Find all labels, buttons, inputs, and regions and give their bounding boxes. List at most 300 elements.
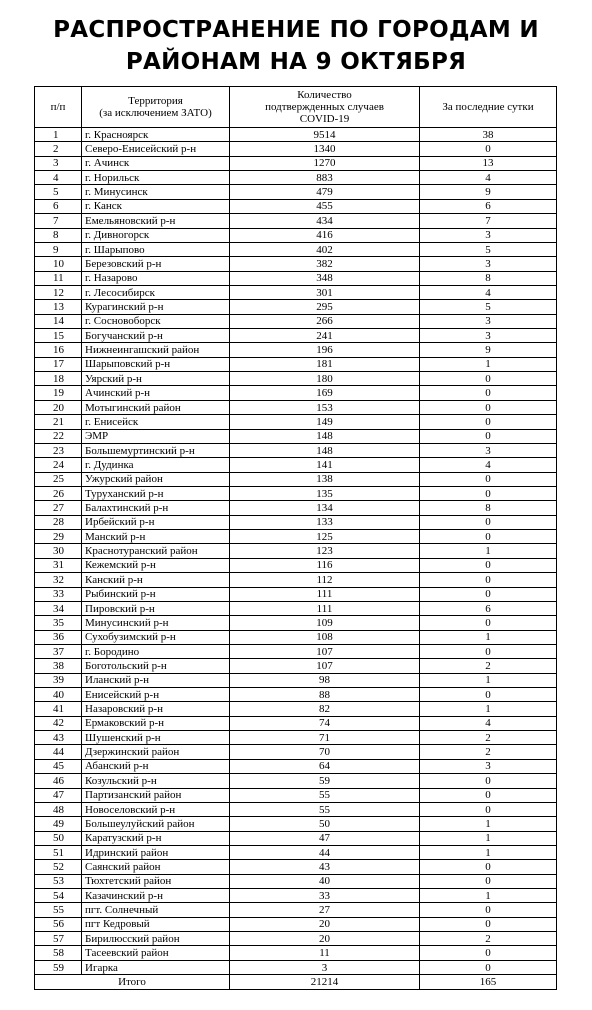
row-last-day: 0 — [420, 386, 557, 400]
row-num: 19 — [35, 386, 82, 400]
title-line-2: РАЙОНАМ НА 9 ОКТЯБРЯ — [125, 49, 467, 75]
row-last-day: 0 — [420, 917, 557, 931]
row-num: 20 — [35, 400, 82, 414]
row-territory: Уярский р-н — [82, 372, 230, 386]
row-territory: Березовский р-н — [82, 257, 230, 271]
row-num: 39 — [35, 673, 82, 687]
row-count: 3 — [230, 960, 420, 974]
row-num: 35 — [35, 616, 82, 630]
row-last-day: 9 — [420, 185, 557, 199]
row-last-day: 3 — [420, 443, 557, 457]
row-last-day: 1 — [420, 673, 557, 687]
row-num: 3 — [35, 156, 82, 170]
row-count: 111 — [230, 601, 420, 615]
row-count: 55 — [230, 788, 420, 802]
row-count: 108 — [230, 630, 420, 644]
row-num: 17 — [35, 357, 82, 371]
table-row — [35, 329, 557, 343]
row-num: 54 — [35, 889, 82, 903]
table-row — [35, 731, 557, 745]
row-last-day: 1 — [420, 544, 557, 558]
table-row — [35, 817, 557, 831]
row-count: 138 — [230, 472, 420, 486]
header-num: п/п — [35, 87, 82, 128]
row-count: 181 — [230, 357, 420, 371]
row-territory: Сухобузимский р-н — [82, 630, 230, 644]
row-last-day: 9 — [420, 343, 557, 357]
table-row — [35, 199, 557, 213]
table-row — [35, 587, 557, 601]
row-num: 21 — [35, 415, 82, 429]
row-num: 30 — [35, 544, 82, 558]
total-label: Итого — [35, 975, 230, 990]
row-count: 180 — [230, 372, 420, 386]
row-count: 1340 — [230, 142, 420, 156]
row-territory: Абанский р-н — [82, 759, 230, 773]
header-last-day: За последние сутки — [420, 87, 557, 128]
total-count: 21214 — [230, 975, 420, 990]
row-count: 64 — [230, 759, 420, 773]
row-last-day: 7 — [420, 214, 557, 228]
row-num: 12 — [35, 285, 82, 299]
table-row — [35, 573, 557, 587]
row-last-day: 0 — [420, 429, 557, 443]
table-row — [35, 745, 557, 759]
row-last-day: 0 — [420, 573, 557, 587]
table-row — [35, 530, 557, 544]
header-count-line1: Количество — [297, 89, 352, 101]
table-row — [35, 845, 557, 859]
table-row — [35, 400, 557, 414]
row-count: 148 — [230, 443, 420, 457]
table-row — [35, 601, 557, 615]
row-count: 434 — [230, 214, 420, 228]
row-territory: Енисейский р-н — [82, 688, 230, 702]
row-count: 88 — [230, 688, 420, 702]
table-row — [35, 486, 557, 500]
row-territory: г. Шарыпово — [82, 242, 230, 256]
row-count: 133 — [230, 515, 420, 529]
row-count: 135 — [230, 486, 420, 500]
row-num: 55 — [35, 903, 82, 917]
table-row — [35, 659, 557, 673]
table-row — [35, 673, 557, 687]
row-territory: г. Назарово — [82, 271, 230, 285]
row-num: 48 — [35, 802, 82, 816]
row-territory: Идринский район — [82, 845, 230, 859]
row-last-day: 38 — [420, 128, 557, 142]
row-count: 883 — [230, 171, 420, 185]
table-row — [35, 386, 557, 400]
row-territory: ЭМР — [82, 429, 230, 443]
row-count: 98 — [230, 673, 420, 687]
table-row — [35, 458, 557, 472]
row-num: 6 — [35, 199, 82, 213]
row-territory: г. Лесосибирск — [82, 285, 230, 299]
table-row — [35, 271, 557, 285]
row-territory: Большеулуйский район — [82, 817, 230, 831]
table-row — [35, 788, 557, 802]
row-count: 70 — [230, 745, 420, 759]
row-num: 59 — [35, 960, 82, 974]
row-count: 11 — [230, 946, 420, 960]
row-num: 53 — [35, 874, 82, 888]
row-num: 34 — [35, 601, 82, 615]
row-last-day: 2 — [420, 745, 557, 759]
row-num: 26 — [35, 486, 82, 500]
row-count: 71 — [230, 731, 420, 745]
row-last-day: 4 — [420, 285, 557, 299]
row-count: 348 — [230, 271, 420, 285]
table-row — [35, 702, 557, 716]
row-territory: г. Дивногорск — [82, 228, 230, 242]
covid-cases-table — [34, 86, 557, 990]
row-num: 15 — [35, 329, 82, 343]
row-territory: Шарыповский р-н — [82, 357, 230, 371]
row-num: 40 — [35, 688, 82, 702]
row-count: 149 — [230, 415, 420, 429]
row-num: 38 — [35, 659, 82, 673]
row-num: 2 — [35, 142, 82, 156]
row-last-day: 2 — [420, 659, 557, 673]
table-row — [35, 429, 557, 443]
row-territory: Партизанский район — [82, 788, 230, 802]
table-row — [35, 515, 557, 529]
row-count: 44 — [230, 845, 420, 859]
row-territory: Иланский р-н — [82, 673, 230, 687]
table-row — [35, 644, 557, 658]
row-num: 57 — [35, 932, 82, 946]
row-last-day: 0 — [420, 486, 557, 500]
row-last-day: 8 — [420, 271, 557, 285]
table-row — [35, 142, 557, 156]
row-last-day: 2 — [420, 932, 557, 946]
row-num: 4 — [35, 171, 82, 185]
row-num: 46 — [35, 774, 82, 788]
row-territory: Новоселовский р-н — [82, 802, 230, 816]
row-last-day: 3 — [420, 329, 557, 343]
row-count: 153 — [230, 400, 420, 414]
row-count: 416 — [230, 228, 420, 242]
row-count: 82 — [230, 702, 420, 716]
row-territory: Козульский р-н — [82, 774, 230, 788]
row-last-day: 3 — [420, 257, 557, 271]
row-count: 55 — [230, 802, 420, 816]
row-territory: Саянский район — [82, 860, 230, 874]
row-num: 49 — [35, 817, 82, 831]
row-count: 59 — [230, 774, 420, 788]
row-last-day: 0 — [420, 372, 557, 386]
row-num: 1 — [35, 128, 82, 142]
table-row — [35, 314, 557, 328]
row-last-day: 0 — [420, 688, 557, 702]
row-territory: Шушенский р-н — [82, 731, 230, 745]
row-territory: Ермаковский р-н — [82, 716, 230, 730]
row-count: 1270 — [230, 156, 420, 170]
row-num: 42 — [35, 716, 82, 730]
row-last-day: 0 — [420, 558, 557, 572]
row-count: 33 — [230, 889, 420, 903]
table-row — [35, 716, 557, 730]
total-row — [35, 975, 557, 990]
row-count: 301 — [230, 285, 420, 299]
table-row — [35, 300, 557, 314]
row-count: 9514 — [230, 128, 420, 142]
row-territory: Каратузский р-н — [82, 831, 230, 845]
row-last-day: 3 — [420, 228, 557, 242]
table-row — [35, 285, 557, 299]
row-count: 50 — [230, 817, 420, 831]
row-count: 196 — [230, 343, 420, 357]
table-row — [35, 831, 557, 845]
row-count: 116 — [230, 558, 420, 572]
table-row — [35, 128, 557, 142]
row-count: 107 — [230, 659, 420, 673]
row-count: 20 — [230, 932, 420, 946]
row-last-day: 0 — [420, 530, 557, 544]
row-num: 10 — [35, 257, 82, 271]
header-count-line2: подтвержденных случаев — [265, 101, 384, 113]
row-last-day: 5 — [420, 300, 557, 314]
table-row — [35, 214, 557, 228]
row-num: 24 — [35, 458, 82, 472]
row-count: 266 — [230, 314, 420, 328]
row-last-day: 4 — [420, 716, 557, 730]
row-count: 47 — [230, 831, 420, 845]
row-last-day: 5 — [420, 242, 557, 256]
row-num: 22 — [35, 429, 82, 443]
row-last-day: 2 — [420, 731, 557, 745]
row-count: 141 — [230, 458, 420, 472]
table-row — [35, 257, 557, 271]
row-last-day: 6 — [420, 199, 557, 213]
row-territory: Казачинский р-н — [82, 889, 230, 903]
row-last-day: 0 — [420, 142, 557, 156]
row-territory: г. Норильск — [82, 171, 230, 185]
row-last-day: 1 — [420, 357, 557, 371]
row-num: 11 — [35, 271, 82, 285]
row-num: 33 — [35, 587, 82, 601]
row-territory: Минусинский р-н — [82, 616, 230, 630]
row-last-day: 0 — [420, 472, 557, 486]
row-last-day: 6 — [420, 601, 557, 615]
row-last-day: 0 — [420, 616, 557, 630]
row-count: 148 — [230, 429, 420, 443]
row-count: 109 — [230, 616, 420, 630]
row-last-day: 0 — [420, 946, 557, 960]
row-territory: г. Минусинск — [82, 185, 230, 199]
row-territory: Богучанский р-н — [82, 329, 230, 343]
row-territory: Рыбинский р-н — [82, 587, 230, 601]
total-last-day: 165 — [420, 975, 557, 990]
row-territory: Дзержинский район — [82, 745, 230, 759]
row-num: 14 — [35, 314, 82, 328]
row-num: 41 — [35, 702, 82, 716]
row-last-day: 1 — [420, 630, 557, 644]
row-territory: Манский р-н — [82, 530, 230, 544]
row-count: 27 — [230, 903, 420, 917]
row-last-day: 4 — [420, 458, 557, 472]
row-territory: Балахтинский р-н — [82, 501, 230, 515]
row-num: 47 — [35, 788, 82, 802]
row-num: 37 — [35, 644, 82, 658]
row-territory: Кежемский р-н — [82, 558, 230, 572]
header-count-line3: COVID-19 — [299, 113, 350, 125]
row-num: 31 — [35, 558, 82, 572]
table-row — [35, 156, 557, 170]
row-count: 74 — [230, 716, 420, 730]
row-territory: г. Дудинка — [82, 458, 230, 472]
row-territory: Северо-Енисейский р-н — [82, 142, 230, 156]
table-row — [35, 544, 557, 558]
row-last-day: 8 — [420, 501, 557, 515]
row-last-day: 3 — [420, 759, 557, 773]
row-count: 20 — [230, 917, 420, 931]
row-last-day: 1 — [420, 889, 557, 903]
page-title — [0, 14, 592, 78]
row-territory: Нижнеингашский район — [82, 343, 230, 357]
row-territory: Краснотуранский район — [82, 544, 230, 558]
row-num: 7 — [35, 214, 82, 228]
table-body — [35, 128, 557, 975]
row-territory: г. Енисейск — [82, 415, 230, 429]
row-num: 8 — [35, 228, 82, 242]
row-last-day: 1 — [420, 702, 557, 716]
table-row — [35, 415, 557, 429]
row-num: 27 — [35, 501, 82, 515]
row-territory: г. Бородино — [82, 644, 230, 658]
row-territory: Мотыгинский район — [82, 400, 230, 414]
table-row — [35, 960, 557, 974]
row-last-day: 1 — [420, 817, 557, 831]
table-row — [35, 242, 557, 256]
row-last-day: 0 — [420, 415, 557, 429]
row-num: 13 — [35, 300, 82, 314]
row-last-day: 0 — [420, 788, 557, 802]
row-last-day: 0 — [420, 874, 557, 888]
row-last-day: 0 — [420, 860, 557, 874]
table-header-row — [35, 87, 557, 128]
header-territory-line2: (за исключением ЗАТО) — [99, 107, 212, 119]
table-row — [35, 185, 557, 199]
row-territory: г. Ачинск — [82, 156, 230, 170]
row-territory: Ачинский р-н — [82, 386, 230, 400]
row-num: 36 — [35, 630, 82, 644]
row-count: 107 — [230, 644, 420, 658]
table-row — [35, 917, 557, 931]
header-count — [230, 87, 420, 128]
table-row — [35, 946, 557, 960]
row-num: 18 — [35, 372, 82, 386]
table-row — [35, 932, 557, 946]
row-territory: Курагинский р-н — [82, 300, 230, 314]
row-num: 51 — [35, 845, 82, 859]
row-last-day: 0 — [420, 802, 557, 816]
row-territory: Емельяновский р-н — [82, 214, 230, 228]
table-row — [35, 501, 557, 515]
header-territory — [82, 87, 230, 128]
table-row — [35, 558, 557, 572]
row-num: 29 — [35, 530, 82, 544]
table-row — [35, 860, 557, 874]
table-row — [35, 343, 557, 357]
row-territory: Ирбейский р-н — [82, 515, 230, 529]
row-num: 9 — [35, 242, 82, 256]
row-num: 16 — [35, 343, 82, 357]
row-num: 44 — [35, 745, 82, 759]
row-last-day: 1 — [420, 845, 557, 859]
row-territory: Ужурский район — [82, 472, 230, 486]
row-last-day: 3 — [420, 314, 557, 328]
row-count: 382 — [230, 257, 420, 271]
row-count: 134 — [230, 501, 420, 515]
row-count: 295 — [230, 300, 420, 314]
row-territory: Туруханский р-н — [82, 486, 230, 500]
row-territory: Канский р-н — [82, 573, 230, 587]
row-num: 58 — [35, 946, 82, 960]
row-count: 169 — [230, 386, 420, 400]
table-row — [35, 357, 557, 371]
row-last-day: 0 — [420, 774, 557, 788]
row-num: 23 — [35, 443, 82, 457]
row-territory: г. Красноярск — [82, 128, 230, 142]
row-num: 50 — [35, 831, 82, 845]
header-territory-line1: Территория — [128, 95, 183, 107]
row-count: 123 — [230, 544, 420, 558]
row-count: 111 — [230, 587, 420, 601]
row-last-day: 1 — [420, 831, 557, 845]
row-num: 45 — [35, 759, 82, 773]
row-count: 40 — [230, 874, 420, 888]
table-row — [35, 443, 557, 457]
table-row — [35, 774, 557, 788]
row-count: 112 — [230, 573, 420, 587]
row-territory: Тюхтетский район — [82, 874, 230, 888]
table-row — [35, 889, 557, 903]
row-territory: Назаровский р-н — [82, 702, 230, 716]
row-territory: Пировский р-н — [82, 601, 230, 615]
row-last-day: 0 — [420, 515, 557, 529]
row-last-day: 0 — [420, 960, 557, 974]
row-num: 43 — [35, 731, 82, 745]
row-last-day: 13 — [420, 156, 557, 170]
row-num: 32 — [35, 573, 82, 587]
row-num: 28 — [35, 515, 82, 529]
row-last-day: 0 — [420, 644, 557, 658]
title-line-1: РАСПРОСТРАНЕНИЕ ПО ГОРОДАМ И — [53, 17, 539, 43]
table-row — [35, 688, 557, 702]
row-last-day: 0 — [420, 587, 557, 601]
table-row — [35, 630, 557, 644]
row-territory: г. Сосновоборск — [82, 314, 230, 328]
row-count: 241 — [230, 329, 420, 343]
row-territory: пгт. Солнечный — [82, 903, 230, 917]
row-count: 479 — [230, 185, 420, 199]
row-territory: г. Канск — [82, 199, 230, 213]
table-row — [35, 874, 557, 888]
row-territory: пгт Кедровый — [82, 917, 230, 931]
row-last-day: 0 — [420, 903, 557, 917]
table-row — [35, 759, 557, 773]
table-row — [35, 171, 557, 185]
table-row — [35, 903, 557, 917]
row-territory: Большемуртинский р-н — [82, 443, 230, 457]
table-row — [35, 472, 557, 486]
row-territory: Тасеевский район — [82, 946, 230, 960]
row-num: 52 — [35, 860, 82, 874]
row-territory: Игарка — [82, 960, 230, 974]
table-row — [35, 372, 557, 386]
